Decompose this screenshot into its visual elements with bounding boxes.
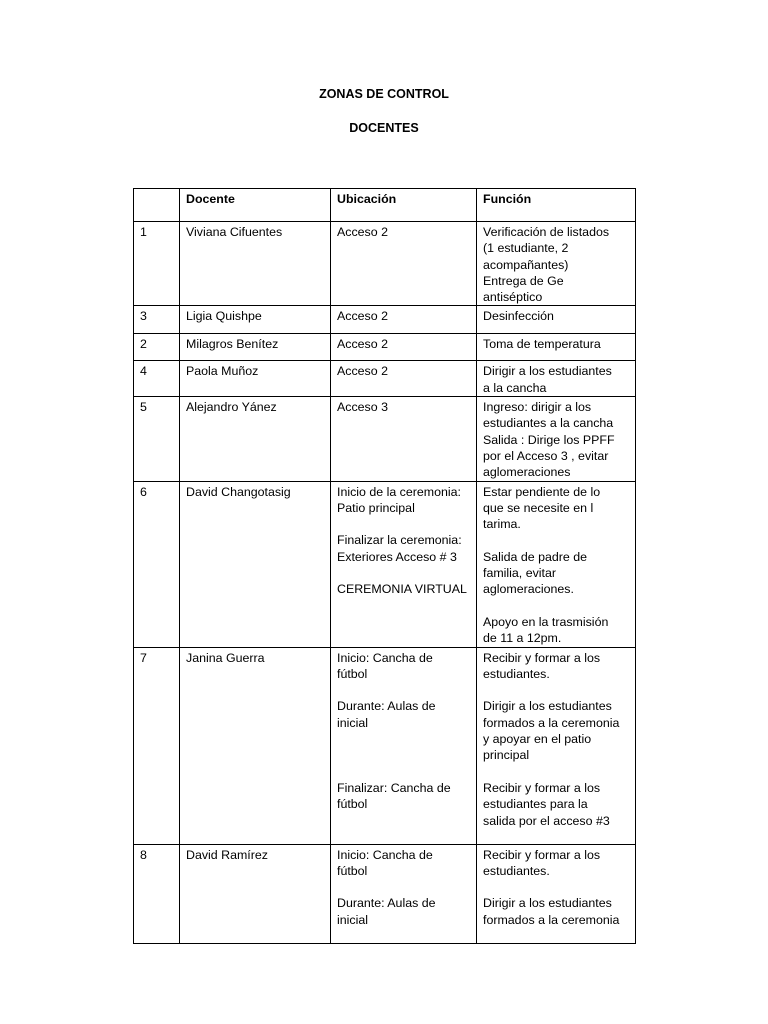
cell-number: 2 (134, 334, 180, 361)
document-subtitle: DOCENTES (349, 121, 419, 135)
cell-funcion-line: estudiantes. (483, 666, 550, 681)
cell-funcion (477, 647, 636, 844)
cell-ubicacion-line: Acceso 2 (337, 337, 388, 352)
cell-ubicacion (331, 397, 477, 481)
cell-docente: Alejandro Yánez (180, 397, 331, 481)
table-row (134, 334, 636, 361)
cell-docente: David Ramírez (180, 844, 331, 943)
cell-ubicacion-line: Acceso 2 (337, 309, 388, 324)
cell-funcion-line: estudiantes. (483, 863, 550, 878)
cell-number: 1 (134, 222, 180, 306)
cell-funcion-line: formados a la ceremonia (483, 912, 620, 927)
cell-ubicacion (331, 361, 477, 397)
cell-ubicacion-line: fútbol (337, 666, 368, 681)
cell-ubicacion (331, 306, 477, 334)
cell-ubicacion (331, 844, 477, 943)
cell-ubicacion (331, 222, 477, 306)
cell-ubicacion-line (337, 565, 472, 581)
cell-funcion-line (483, 879, 631, 895)
cell-ubicacion-line: Durante: Aulas de (337, 896, 436, 911)
cell-ubicacion-line: CEREMONIA VIRTUAL (337, 582, 467, 597)
cell-docente: Janina Guerra (180, 647, 331, 844)
cell-funcion-line: Dirigir a los estudiantes (483, 699, 612, 714)
cell-funcion-line: (1 estudiante, 2 (483, 241, 569, 256)
cell-ubicacion-line: fútbol (337, 863, 368, 878)
table-row (134, 306, 636, 334)
cell-funcion-line: familia, evitar (483, 566, 556, 581)
cell-funcion-line: Ingreso: dirigir a los (483, 400, 592, 415)
cell-number: 6 (134, 481, 180, 647)
cell-funcion-line: Dirigir a los estudiantes (483, 896, 612, 911)
cell-funcion (477, 481, 636, 647)
cell-funcion (477, 334, 636, 361)
cell-funcion-line: Recibir y formar a los (483, 847, 601, 862)
cell-ubicacion-line: Inicio: Cancha de (337, 847, 433, 862)
cell-docente: Milagros Benítez (180, 334, 331, 361)
cell-docente: David Changotasig (180, 481, 331, 647)
cell-ubicacion-line (337, 682, 472, 698)
cell-ubicacion-line: Inicio de la ceremonia: (337, 484, 461, 499)
cell-funcion-line: principal (483, 748, 530, 763)
cell-funcion-line: estudiantes a la cancha (483, 416, 614, 431)
cell-ubicacion-line: Finalizar la ceremonia: (337, 533, 462, 548)
cell-funcion-line: Apoyo en la trasmisión (483, 614, 609, 629)
header-funcion: Función (477, 189, 636, 222)
cell-funcion-line: acompañantes) (483, 257, 569, 272)
cell-funcion-line: Dirigir a los estudiantes (483, 364, 612, 379)
header-number (134, 189, 180, 222)
cell-funcion (477, 361, 636, 397)
table-row (134, 361, 636, 397)
header-docente: Docente (180, 189, 331, 222)
cell-funcion (477, 222, 636, 306)
cell-funcion (477, 397, 636, 481)
cell-funcion-line: antiséptico (483, 290, 543, 305)
cell-funcion-line: Recibir y formar a los (483, 650, 601, 665)
cell-funcion-line: de 11 a 12pm. (483, 631, 562, 646)
cell-ubicacion-line: Exteriores Acceso # 3 (337, 549, 457, 564)
cell-ubicacion (331, 647, 477, 844)
cell-funcion (477, 306, 636, 334)
cell-ubicacion-line (337, 879, 472, 895)
cell-ubicacion-line: Acceso 2 (337, 225, 388, 239)
cell-funcion-line: aglomeraciones (483, 465, 571, 480)
cell-ubicacion-line (337, 516, 472, 532)
cell-funcion-line: Salida : Dirige los PPFF (483, 432, 615, 447)
header-ubicacion: Ubicación (331, 189, 477, 222)
cell-funcion-line: Desinfección (483, 309, 554, 324)
table-row (134, 397, 636, 481)
cell-ubicacion-line: Finalizar: Cancha de (337, 780, 451, 795)
cell-number: 7 (134, 647, 180, 844)
cell-funcion-line: formados a la ceremonia (483, 715, 620, 730)
cell-ubicacion-line: Acceso 3 (337, 400, 388, 415)
cell-funcion-line: Entrega de Ge (483, 273, 564, 288)
cell-ubicacion-line: inicial (337, 715, 368, 730)
table-row (134, 647, 636, 844)
cell-ubicacion-line: Acceso 2 (337, 364, 388, 379)
cell-number: 3 (134, 306, 180, 334)
document-title: ZONAS DE CONTROL (319, 87, 449, 101)
cell-number: 8 (134, 844, 180, 943)
cell-ubicacion-line (337, 764, 472, 780)
cell-docente: Paola Muñoz (180, 361, 331, 397)
cell-number: 5 (134, 397, 180, 481)
cell-funcion-line: estudiantes para la (483, 797, 588, 812)
cell-funcion-line: por el Acceso 3 , evitar (483, 448, 609, 463)
cell-ubicacion (331, 481, 477, 647)
cell-ubicacion (331, 334, 477, 361)
cell-funcion-line: Salida de padre de (483, 549, 588, 564)
cell-docente: Ligia Quishpe (180, 306, 331, 334)
control-zones-table (133, 188, 636, 944)
table-header-row (134, 189, 636, 222)
cell-funcion-line: Estar pendiente de lo (483, 484, 601, 499)
cell-funcion-line: Verificación de listados (483, 225, 610, 239)
cell-funcion-line (483, 682, 631, 698)
cell-docente: Viviana Cifuentes (180, 222, 331, 306)
cell-funcion-line (483, 598, 631, 614)
cell-funcion-line (483, 532, 631, 548)
cell-funcion (477, 844, 636, 943)
cell-funcion-line: que se necesite en l (483, 500, 594, 515)
table-row (134, 481, 636, 647)
cell-funcion-line: Recibir y formar a los (483, 780, 601, 795)
cell-ubicacion-line (337, 731, 472, 747)
cell-funcion-line: tarima. (483, 517, 521, 532)
cell-funcion-line: salida por el acceso #3 (483, 813, 610, 828)
cell-ubicacion-line (337, 747, 472, 763)
cell-ubicacion-line: inicial (337, 912, 368, 927)
table-row (134, 222, 636, 306)
cell-funcion-line: aglomeraciones. (483, 582, 574, 597)
cell-number: 4 (134, 361, 180, 397)
cell-ubicacion-line: fútbol (337, 797, 368, 812)
cell-funcion-line (483, 764, 631, 780)
cell-ubicacion-line: Durante: Aulas de (337, 699, 436, 714)
cell-funcion-line: a la cancha (483, 380, 547, 395)
cell-funcion-line: Toma de temperatura (483, 337, 601, 352)
cell-ubicacion-line: Inicio: Cancha de (337, 650, 433, 665)
cell-ubicacion-line: Patio principal (337, 500, 415, 515)
cell-funcion-line: y apoyar en el patio (483, 732, 592, 747)
table-row (134, 844, 636, 943)
